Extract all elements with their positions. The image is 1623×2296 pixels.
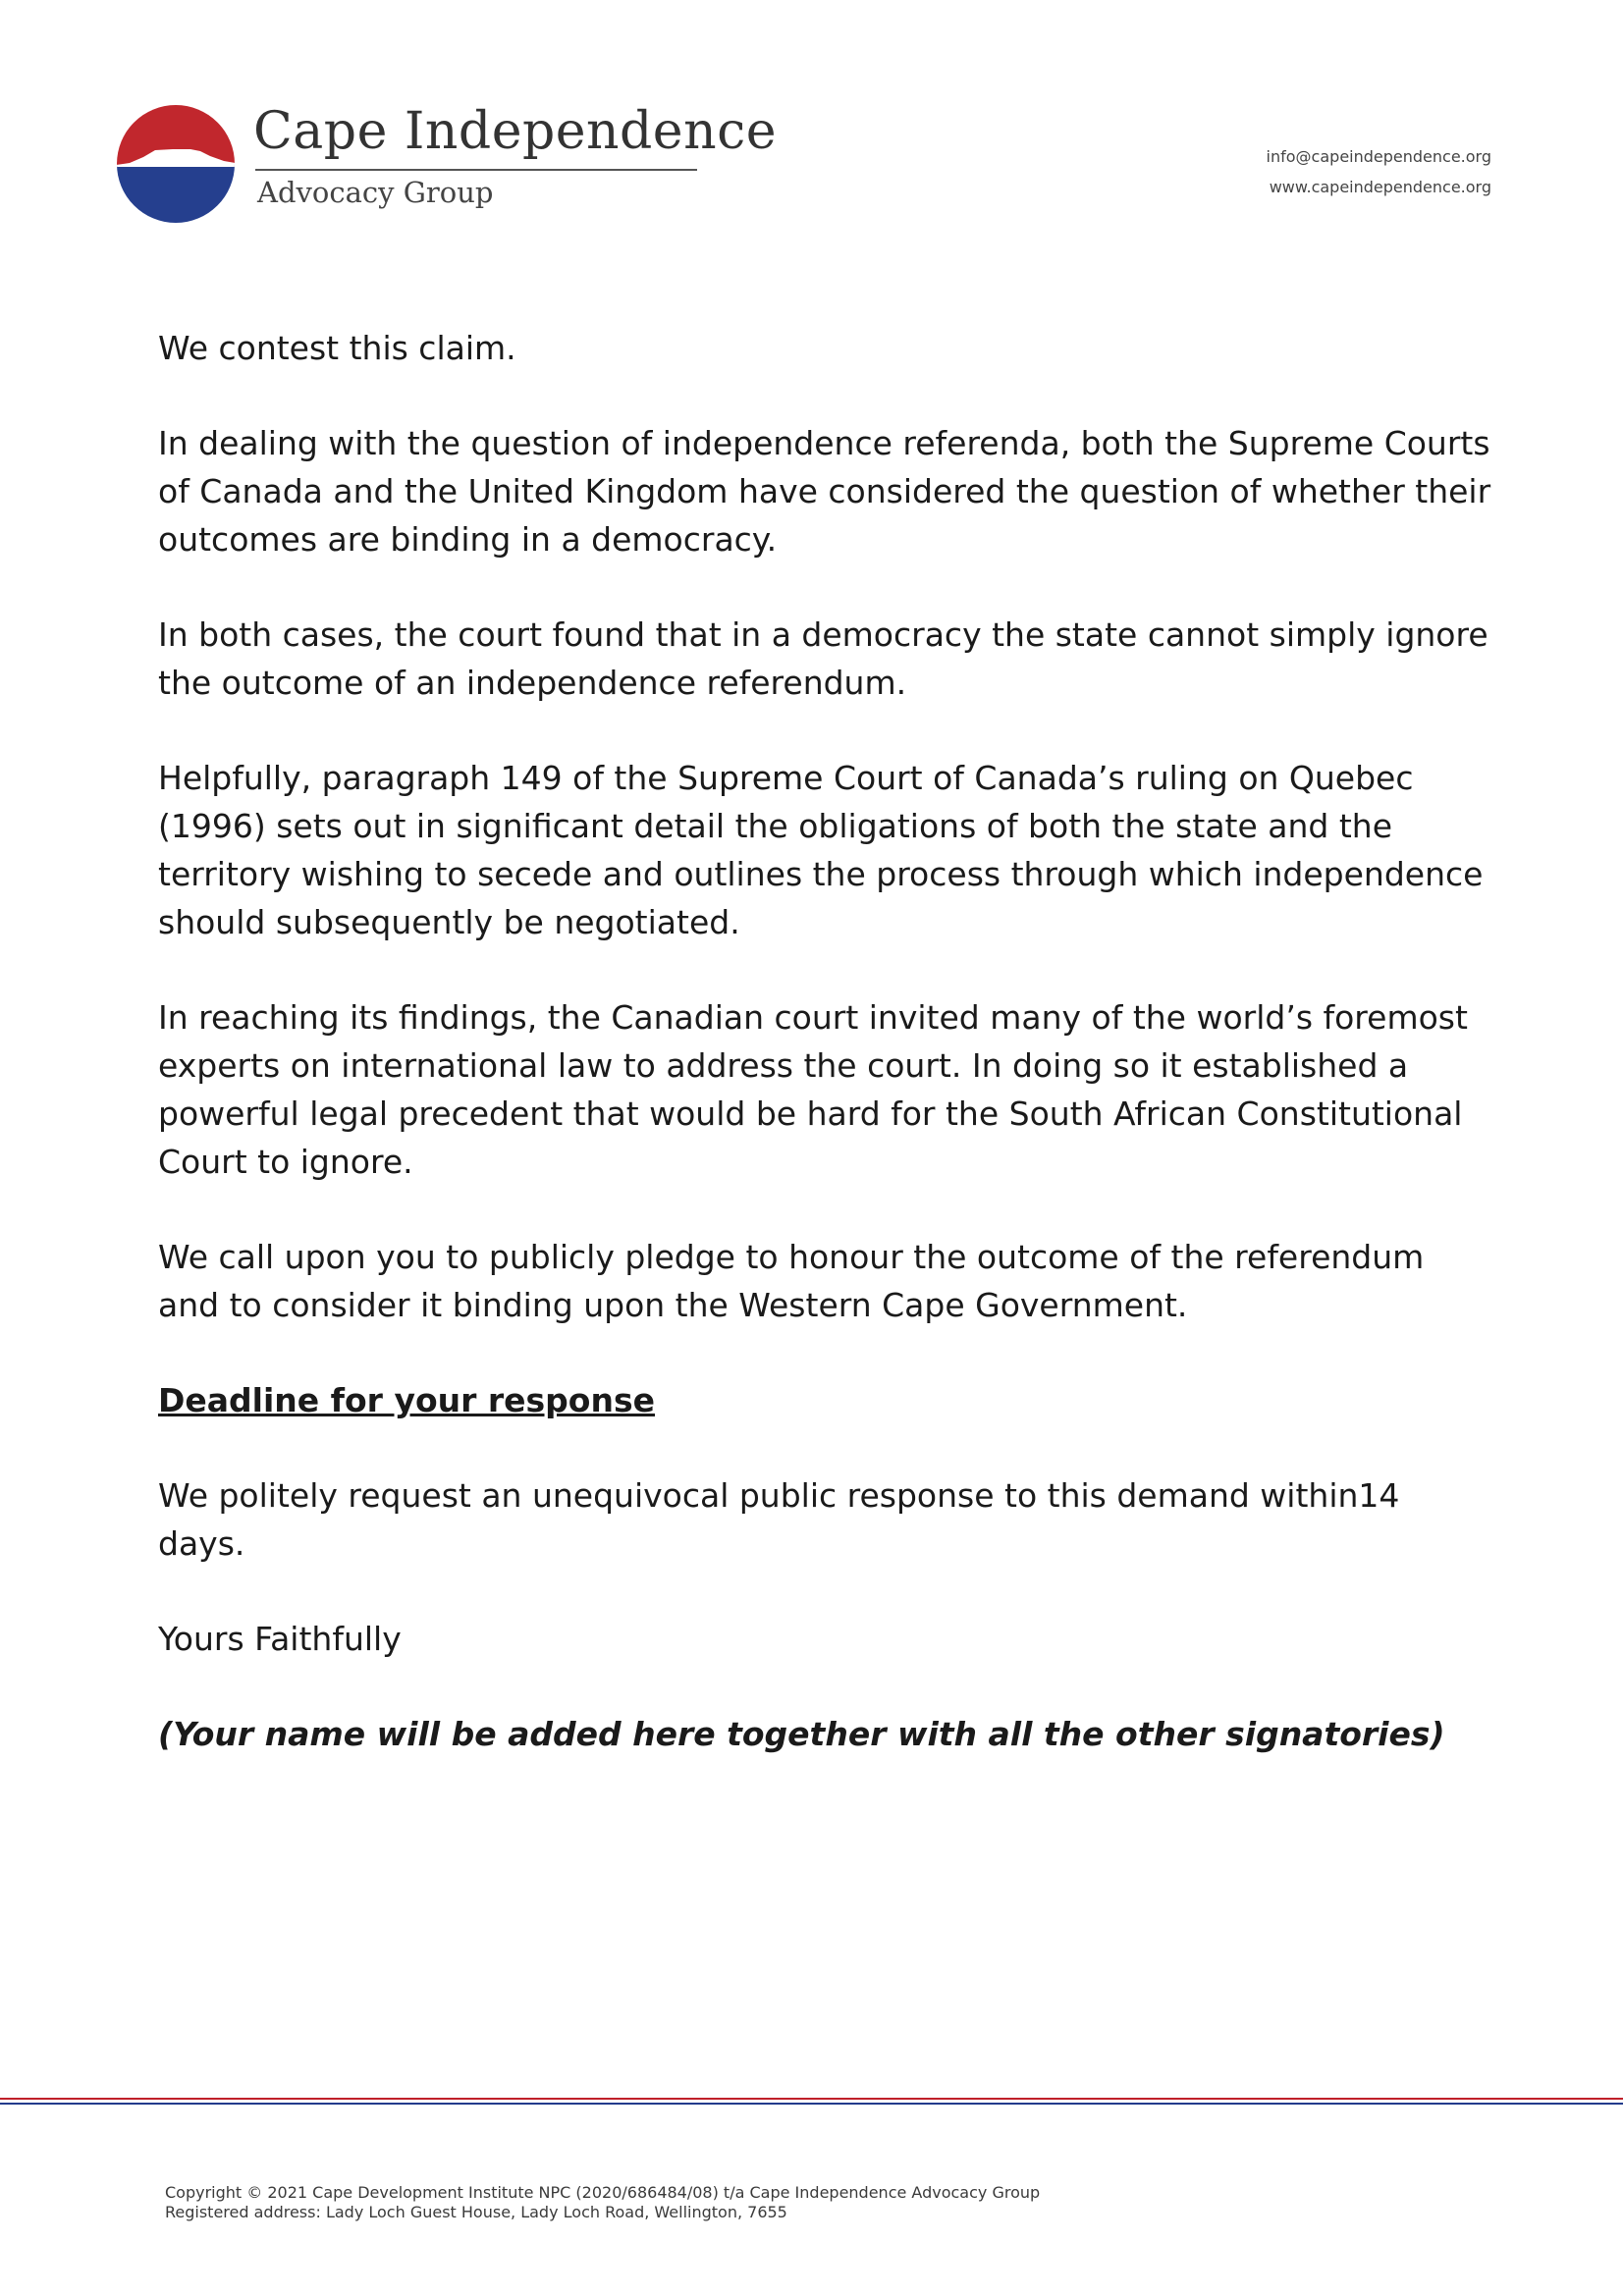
paragraph-pledge-request: We call upon you to publicly pledge to honour the outcome of the referendum and to consider it binding upon the Western Cape Government. — [158, 1238, 1425, 1324]
paragraph-deadline: We politely request an unequivocal public response to this demand within14 days. — [158, 1476, 1400, 1563]
contact-info — [1267, 141, 1491, 202]
signature-note: (Your name will be added here together with all the other signatories) — [158, 1715, 1445, 1753]
paragraph-contest: We contest this claim. — [158, 329, 516, 367]
contact-email[interactable]: info@capeindependence.org — [1266, 147, 1491, 166]
footer — [165, 2183, 1040, 2222]
paragraph-supreme-courts: In dealing with the question of independence referenda, both the Supreme Courts of Canada and the United Kingdom have considered the question of whether their outcomes are binding in a democracy. — [158, 424, 1491, 559]
paragraph-court-finding: In both cases, the court found that in a democracy the state cannot simply ignore the outcome of an independence referendum. — [158, 615, 1488, 702]
footer-divider — [0, 2098, 1623, 2106]
paragraph-canadian-court: In reaching its findings, the Canadian court invited many of the world’s foremost experts on international law to address the court. In doing so it established a powerful legal precedent that would be hard for the South African Constitutional Court to ignore. — [158, 998, 1468, 1181]
letter-body — [158, 324, 1493, 1805]
paragraph-quebec-ruling: Helpfully, paragraph 149 of the Supreme Court of Canada’s ruling on Quebec (1996) sets out in significant detail the obligations of both the state and the territory wishing to secede and outlines the process through which independence should subsequently be negotiated. — [158, 759, 1484, 941]
deadline-heading: Deadline for your response — [158, 1381, 655, 1419]
closing-salutation: Yours Faithfully — [158, 1620, 402, 1658]
footer-rule-red — [0, 2098, 1623, 2100]
brand-title: Cape Independence — [253, 102, 777, 161]
footer-copyright: Copyright © 2021 Cape Development Institute NPC (2020/686484/08) t/a Cape Independence Advocacy Group — [165, 2183, 1041, 2202]
letterhead — [0, 0, 1623, 255]
brand-divider — [255, 169, 697, 171]
contact-website[interactable]: www.capeindependence.org — [1269, 178, 1491, 196]
cape-independence-logo — [116, 104, 236, 224]
brand-subtitle: Advocacy Group — [257, 176, 494, 209]
footer-address: Registered address: Lady Loch Guest House, Lady Loch Road, Wellington, 7655 — [165, 2203, 787, 2221]
footer-rule-blue — [0, 2103, 1623, 2105]
